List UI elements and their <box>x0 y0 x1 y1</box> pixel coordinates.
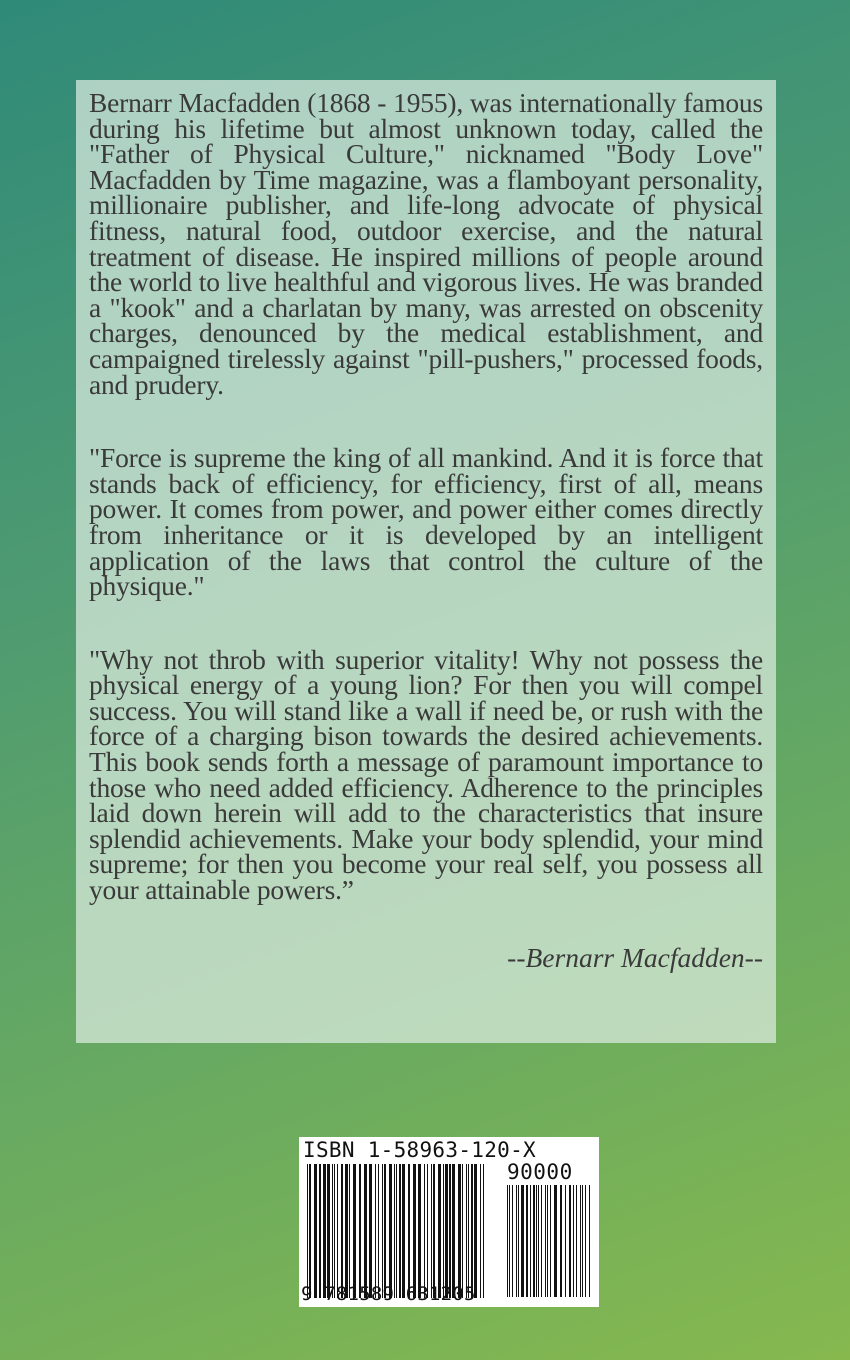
barcode-bar <box>530 1185 531 1297</box>
barcode-bar <box>402 1164 405 1298</box>
barcode-bar <box>438 1164 441 1298</box>
barcode-bar <box>364 1164 367 1298</box>
barcode-bar <box>545 1185 546 1297</box>
barcode-bar <box>443 1164 444 1298</box>
barcode-bar <box>466 1164 467 1298</box>
barcode-bar <box>424 1164 425 1298</box>
barcode-bar <box>375 1164 376 1298</box>
barcode-bar <box>560 1185 562 1297</box>
barcode-bar <box>427 1164 428 1298</box>
barcode-bar <box>307 1164 308 1298</box>
barcode-bar <box>431 1164 432 1298</box>
barcode-bar <box>554 1185 557 1297</box>
barcode-bar <box>394 1164 395 1298</box>
signature: --Bernarr Macfadden-- <box>507 941 763 973</box>
barcode-bar <box>309 1164 311 1298</box>
barcode-bar <box>319 1164 321 1298</box>
barcode-bar <box>480 1164 481 1298</box>
barcode-bar <box>573 1185 574 1297</box>
barcode-bar <box>538 1185 539 1297</box>
barcode-bar <box>565 1185 566 1297</box>
barcode-bar <box>468 1164 469 1298</box>
barcode-bar <box>327 1164 330 1298</box>
barcode-bar <box>483 1164 484 1298</box>
barcode-bar <box>569 1185 571 1297</box>
barcode-bar <box>382 1164 383 1298</box>
price-code: 90000 <box>507 1160 573 1184</box>
barcode-bar <box>576 1185 577 1297</box>
barcode-bar <box>582 1185 583 1297</box>
barcode-bar <box>323 1164 326 1298</box>
barcode-bar <box>389 1164 392 1298</box>
barcode-bar <box>518 1185 519 1297</box>
barcode-bar <box>589 1185 590 1297</box>
isbn-label: ISBN 1-58963-120-X <box>303 1138 536 1162</box>
barcode-number: 9 781589 631205 <box>301 1283 476 1305</box>
barcode-bar <box>332 1164 333 1298</box>
barcode-bar <box>445 1164 448 1298</box>
barcode-bar <box>399 1164 401 1298</box>
barcode-bar <box>314 1164 317 1298</box>
barcode-bar <box>536 1185 537 1297</box>
barcode-bar <box>369 1164 372 1298</box>
barcode-bar <box>547 1185 548 1297</box>
barcode-bar <box>408 1164 410 1298</box>
barcode-bar <box>533 1185 535 1297</box>
addon-barcode-bars <box>507 1185 593 1297</box>
barcode-bar <box>585 1185 586 1297</box>
barcode-bar <box>433 1164 435 1298</box>
barcode-bar <box>526 1185 528 1297</box>
barcode-bar <box>337 1164 338 1298</box>
barcode-bar <box>353 1164 356 1298</box>
barcode-bar <box>550 1185 551 1297</box>
barcode-bar <box>396 1164 397 1298</box>
barcode-bar <box>509 1185 510 1297</box>
description-panel <box>76 80 776 1043</box>
barcode-bar <box>474 1164 477 1298</box>
barcode-bar <box>413 1164 416 1298</box>
barcode-bar <box>449 1164 451 1298</box>
quote-paragraph-1: "Force is supreme the king of all mankind. And it is force that stands back of efficiency, for efficiency, first of all, means power. It comes from power, and power either comes directly from inheritance or it is developed by an intelligent application of the laws that control the culture of the physique." <box>89 442 763 602</box>
barcode-bar <box>580 1185 581 1297</box>
quote-paragraph-2: "Why not throb with superior vitality! Why not possess the physical energy of a young lion? For then you will compel success. You will stand like a wall if need be, or rush with the force of a charging bison towards the desired achievements. This book sends forth a message of paramount importance to those who need added efficiency. Adherence to the principles laid down herein will add to the characteristics that insure splendid achievements. Make your body splendid, your mind supreme; for then you become your real self, you possess all your attainable powers.” <box>89 643 763 906</box>
barcode-bar <box>471 1164 473 1298</box>
barcode-bar <box>418 1164 421 1298</box>
barcode-bar <box>384 1164 386 1298</box>
barcode-bar <box>452 1164 455 1298</box>
bio-paragraph: Bernarr Macfadden (1868 - 1955), was internationally famous during his lifetime but almost unknown today, called the "Father of Physical Culture," nicknamed "Body Love" Macfadden by Time magazine, was a flamboyant personality, millionaire publisher, and life-long advocate of physical fitness, natural food, outdoor exercise, and the natural treatment of disease. He inspired millions of people around the world to live healthful and vigorous lives. He was branded a "kook" and a charlatan by many, was arrested on obscenity charges, denounced by the medical establishment, and campaigned tirelessly against "pill-pushers," processed foods, and prudery. <box>89 87 763 400</box>
barcode-bar <box>334 1164 335 1298</box>
barcode-bar <box>507 1185 508 1297</box>
barcode-bar <box>341 1164 343 1298</box>
barcode-bar <box>349 1164 350 1298</box>
barcode-bar <box>516 1185 517 1297</box>
barcode-bar <box>458 1164 461 1298</box>
main-barcode-bars <box>307 1164 487 1298</box>
barcode-bar <box>541 1185 542 1297</box>
barcode-bar <box>512 1185 513 1297</box>
barcode-bar <box>378 1164 379 1298</box>
barcode-bar <box>462 1164 463 1298</box>
barcode-bar <box>345 1164 348 1298</box>
barcode-bar <box>359 1164 361 1298</box>
barcode-bar <box>521 1185 524 1297</box>
isbn-barcode <box>299 1137 599 1307</box>
